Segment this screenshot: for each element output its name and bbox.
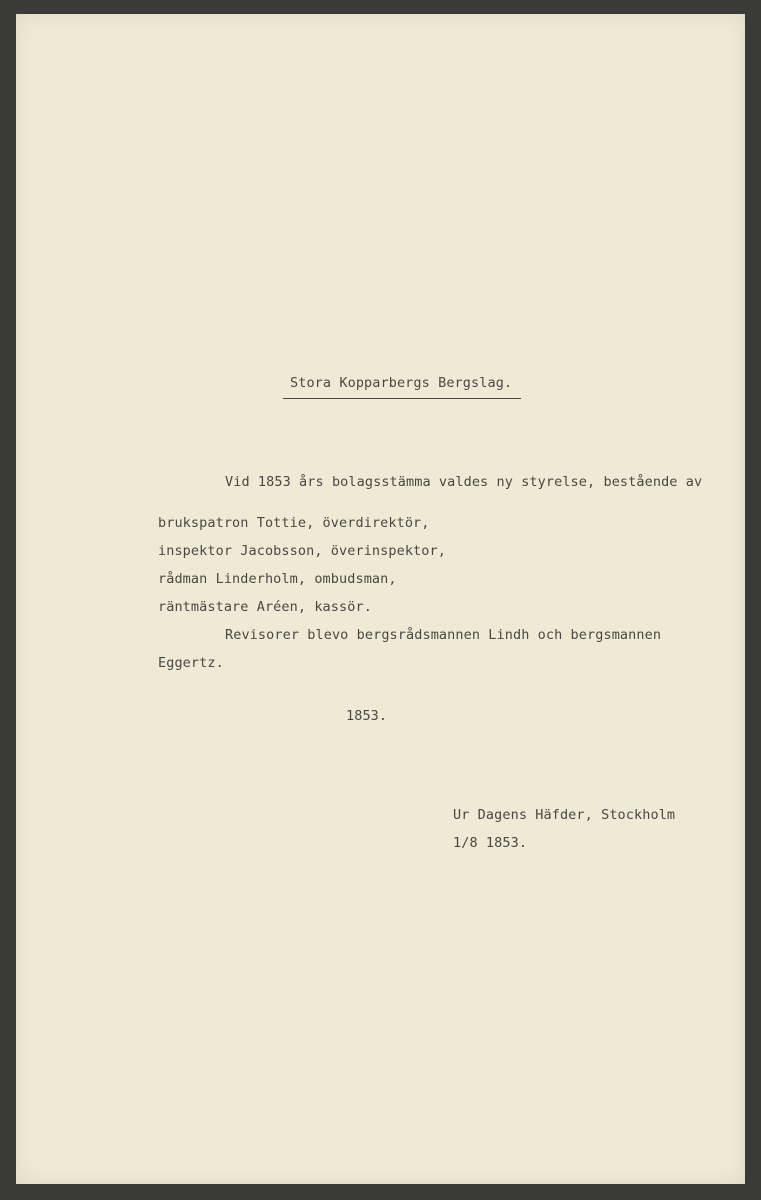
paragraph-1-line-1: Vid 1853 års bolagsstämma valdes ny styrelse, bestående av: [225, 474, 703, 490]
document-page: [16, 14, 745, 1184]
board-member-line: inspektor Jacobsson, överinspektor,: [158, 543, 446, 559]
title-underline: [283, 398, 521, 399]
board-member-line: rådman Linderholm, ombudsman,: [158, 571, 397, 587]
source-line-2: 1/8 1853.: [453, 835, 528, 851]
year-line: 1853.: [346, 708, 388, 724]
document-title: Stora Kopparbergs Bergslag.: [290, 375, 513, 391]
paragraph-2-line-2: Eggertz.: [158, 655, 224, 671]
paragraph-2-line-1: Revisorer blevo bergsrådsmannen Lindh och bergsmannen: [225, 627, 662, 643]
board-member-line: brukspatron Tottie, överdirektör,: [158, 515, 430, 531]
board-member-line: räntmästare Aréen, kassör.: [158, 599, 372, 615]
source-line-1: Ur Dagens Häfder, Stockholm: [453, 807, 676, 823]
